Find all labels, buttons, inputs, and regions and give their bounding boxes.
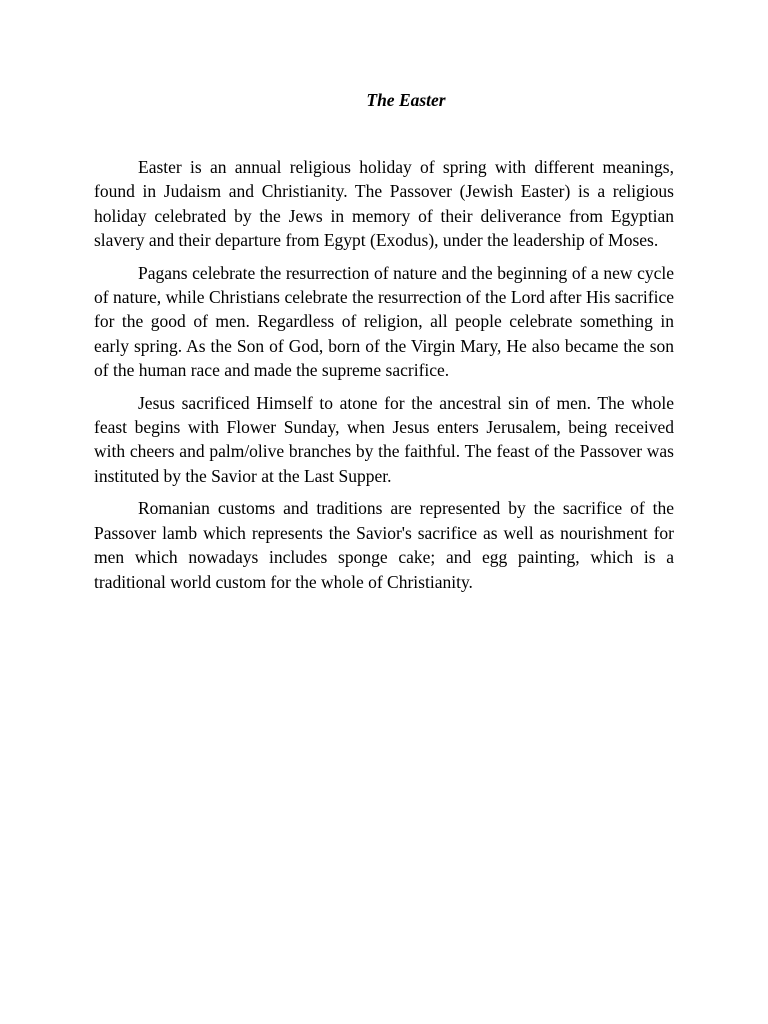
document-body <box>94 155 674 602</box>
paragraph: Jesus sacrificed Himself to atone for the ancestral sin of men. The whole feast begins with Flower Sunday, when Jesus enters Jerusalem, being received with cheers and palm/olive branches by the faithful. The feast of the Passover was instituted by the Savior at the Last Supper. <box>94 392 674 486</box>
paragraph: Easter is an annual religious holiday of spring with different meanings, found in Judaism and Christianity. The Passover (Jewish Easter) is a religious holiday celebrated by the Jews in memory of their deliverance from Egyptian slavery and their departure from Egypt (Exodus), under the leadership of Moses. <box>94 157 674 251</box>
document-title: The Easter <box>366 90 446 110</box>
paragraph: Pagans celebrate the resurrection of nature and the beginning of a new cycle of nature, while Christians celebrate the resurrection of the Lord after His sacrifice for the good of men. Regardless of religion, all people celebrate something in early spring. As the Son of God, born of the Virgin Mary, He also became the son of the human race and made the supreme sacrifice. <box>94 262 674 381</box>
paragraph: Romanian customs and traditions are represented by the sacrifice of the Passover lamb which represents the Savior's sacrifice as well as nourishment for men which nowadays includes sponge cake; and egg painting, which is a traditional world custom for the whole of Christianity. <box>94 498 674 592</box>
